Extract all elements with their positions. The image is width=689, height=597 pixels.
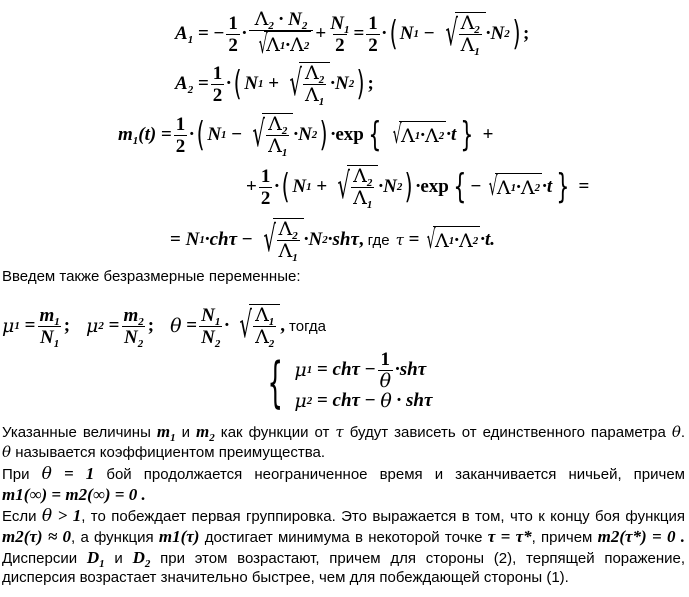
intro-text: Введем также безразмерные переменные: xyxy=(2,268,301,285)
formula-m1-line1: $m_1(t)$ = $\frac{1}{2}$ · ( N 1 − √ $\frac{\Lambda_2}{\Lambda_1}$ ·N 2 ) · exp { √ Λ 1 · Λ 2 ·t } + xyxy=(118,113,494,159)
formula-m1-line3: = N 1 · chτ − √ $\frac{\Lambda_2}{\Lambda_1}$ ·N 2 · shτ , где τ = √ Λ 1 · Λ 2 ·t. xyxy=(170,218,496,264)
paragraph-line-1: Указанные величины $m_1$ и $m_2$ как функции от τ будут зависеть от единственного параметра θ. xyxy=(2,422,686,444)
formula-dimensionless: μ 1 = $\frac{m_1}{N_1}$ ; μ 2 = $\frac{m_2}{N_2}$ ; θ = $\frac{N_1}{N_2}$ · √ $\frac{\Lambda_1}{\Lambda_2}$ , тогда xyxy=(2,304,326,350)
paragraph-line-4: m1(∞) = m2(∞) = 0 . xyxy=(2,485,146,504)
paragraph-line-5: Если θ > 1, то побеждает первая группировка. Это выражается в том, что к концу боя функция xyxy=(2,506,686,526)
formula-system: { μ 1 = chτ − $\frac{1}{\theta}$ · shτ μ 2 = chτ − θ · shτ xyxy=(267,348,433,414)
formula-A2: $A_2$ = $\frac{1}{2}$ · ( N 1 + √ $\frac{\Lambda_2}{\Lambda_1}$ ·N 2 ) ; xyxy=(175,62,374,108)
formula-A1: $A_1$ = − $\frac{1}{2}$ · $\Lambda_2 \cdot N_2$ √ Λ 1 · Λ 2 + $\frac{N_1}{2}$ = $\frac{1}{2}$ · ( N 1 − √ $\frac{\Lambda_2}{\Lambda_1}$ ·N 2 ) ; xyxy=(175,8,530,60)
paragraph-line-8: дисперсия возрастает значительно быстрее, чем для побеждающей стороны (1). xyxy=(2,569,569,586)
paragraph-line-7: Дисперсии $D_1$ и $D_2$ при этом возрастают, причем для стороны (2), терпящей поражение, xyxy=(2,548,686,570)
paragraph-line-2: θ называется коэффициентом преимущества. xyxy=(2,443,326,461)
formula-m1-line2: + $\frac{1}{2}$ · ( N 1 + √ $\frac{\Lambda_2}{\Lambda_1}$ ·N 2 ) · exp { − √ Λ 1 · Λ 2 ·t } = xyxy=(246,165,590,211)
paragraph-line-6: m2(τ) ≈ 0, а функция m1(τ) достигает минимума в некоторой точке τ = τ*, причем m2(τ*) = 0 . xyxy=(2,527,686,546)
paragraph-line-3: При θ = 1 бой продолжается неограниченное время и заканчивается ничьей, причем xyxy=(2,464,685,484)
